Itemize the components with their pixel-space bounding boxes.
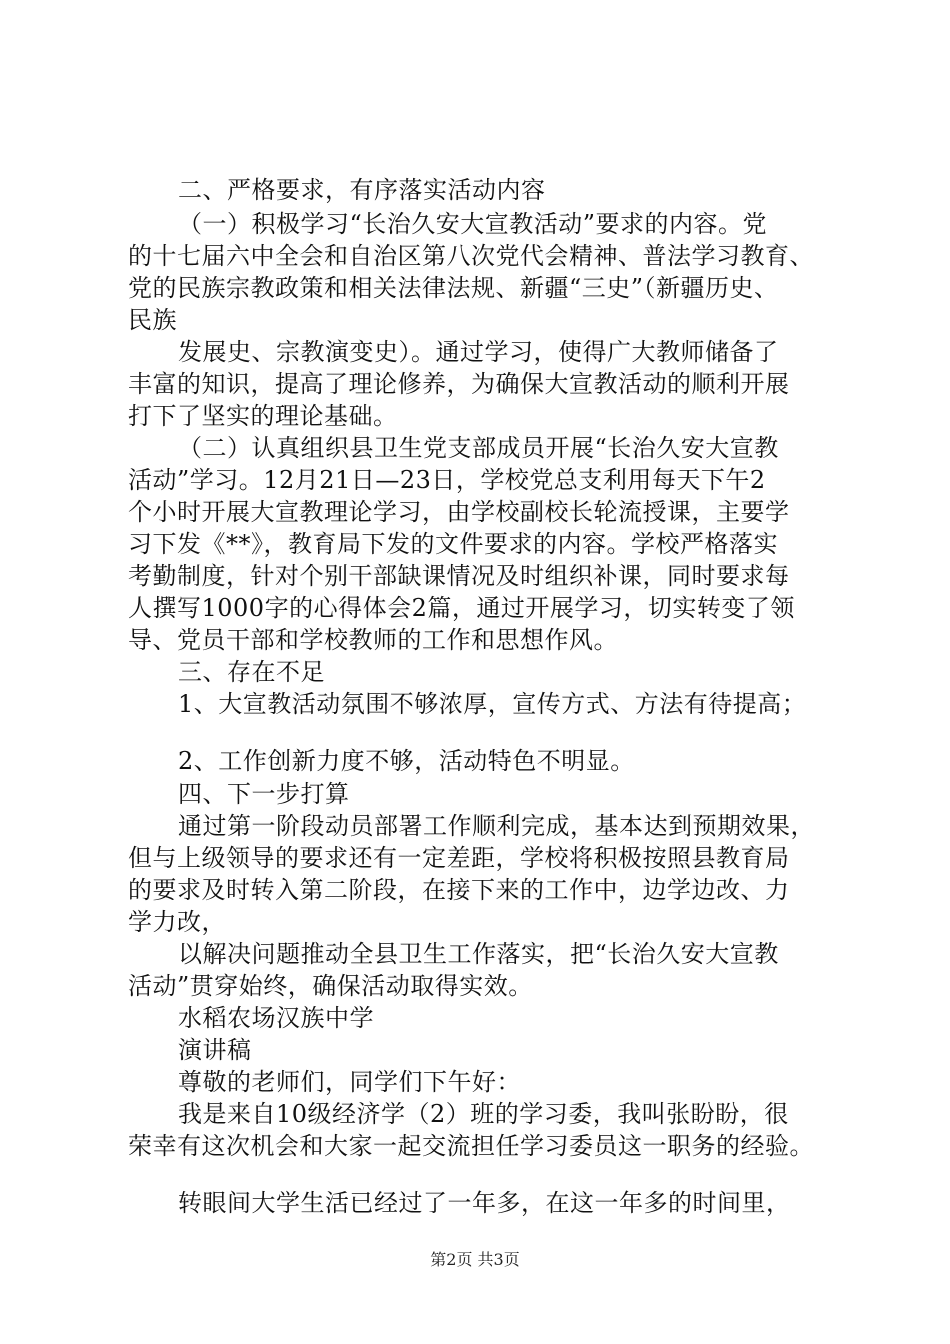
paragraph-line: 的十七届六中全会和自治区第八次党代会精神、普法学习教育、 bbox=[128, 242, 814, 270]
greeting: 尊敬的老师们，同学们下午好： bbox=[178, 1068, 521, 1096]
paragraph-line: 通过第一阶段动员部署工作顺利完成，基本达到预期效果， bbox=[178, 812, 815, 840]
paragraph-line: 活动”贯穿始终，确保活动取得实效。 bbox=[128, 972, 533, 1000]
paragraph-line: 丰富的知识，提高了理论修养，为确保大宣教活动的顺利开展 bbox=[128, 370, 790, 398]
list-item: 2、工作创新力度不够，活动特色不明显。 bbox=[178, 747, 635, 775]
paragraph-line: 荣幸有这次机会和大家一起交流担任学习委员这一职务的经验。 bbox=[128, 1132, 814, 1160]
speech-title: 演讲稿 bbox=[178, 1036, 252, 1064]
school-name: 水稻农场汉族中学 bbox=[178, 1004, 374, 1032]
paragraph-line: （一）积极学习“长治久安大宣教活动”要求的内容。党 bbox=[178, 210, 768, 238]
paragraph-line: 打下了坚实的理论基础。 bbox=[128, 402, 398, 430]
list-item: 1、大宣教活动氛围不够浓厚，宣传方式、方法有待提高； bbox=[178, 690, 807, 718]
section-heading-shortcomings: 三、存在不足 bbox=[178, 658, 325, 686]
page-number-footer: 第2页 共3页 bbox=[430, 1250, 520, 1269]
paragraph-line: 考勤制度，针对个别干部缺课情况及时组织补课，同时要求每 bbox=[128, 562, 790, 590]
paragraph-line: 人撰写1000字的心得体会2篇，通过开展学习，切实转变了领 bbox=[128, 594, 795, 622]
section-heading-requirements: 二、严格要求，有序落实活动内容 bbox=[178, 176, 546, 204]
paragraph-line: 习下发《**》，教育局下发的文件要求的内容。学校严格落实 bbox=[128, 530, 778, 558]
paragraph-line: 以解决问题推动全县卫生工作落实，把“长治久安大宣教 bbox=[178, 940, 779, 968]
paragraph-line: 发展史、宗教演变史）。通过学习，使得广大教师储备了 bbox=[178, 338, 779, 366]
paragraph-line: 我是来自10级经济学（2）班的学习委，我叫张盼盼，很 bbox=[178, 1100, 789, 1128]
paragraph-line: （二）认真组织县卫生党支部成员开展“长治久安大宣教 bbox=[178, 434, 779, 462]
paragraph-line: 个小时开展大宣教理论学习，由学校副校长轮流授课，主要学 bbox=[128, 498, 790, 526]
section-heading-next-steps: 四、下一步打算 bbox=[178, 780, 350, 808]
paragraph-line: 转眼间大学生活已经过了一年多，在这一年多的时间里， bbox=[178, 1189, 791, 1217]
paragraph-line: 导、党员干部和学校教师的工作和思想作风。 bbox=[128, 626, 618, 654]
paragraph-line: 党的民族宗教政策和相关法律法规、新疆“三史”（新疆历史、 bbox=[128, 274, 779, 302]
paragraph-line: 的要求及时转入第二阶段，在接下来的工作中，边学边改、力 bbox=[128, 876, 790, 904]
paragraph-line: 但与上级领导的要求还有一定差距，学校将积极按照县教育局 bbox=[128, 844, 790, 872]
paragraph-line: 学力改， bbox=[128, 908, 226, 936]
paragraph-line: 活动”学习。12月21日—23日，学校党总支利用每天下午2 bbox=[128, 466, 766, 494]
paragraph-line: 民族 bbox=[128, 306, 177, 334]
